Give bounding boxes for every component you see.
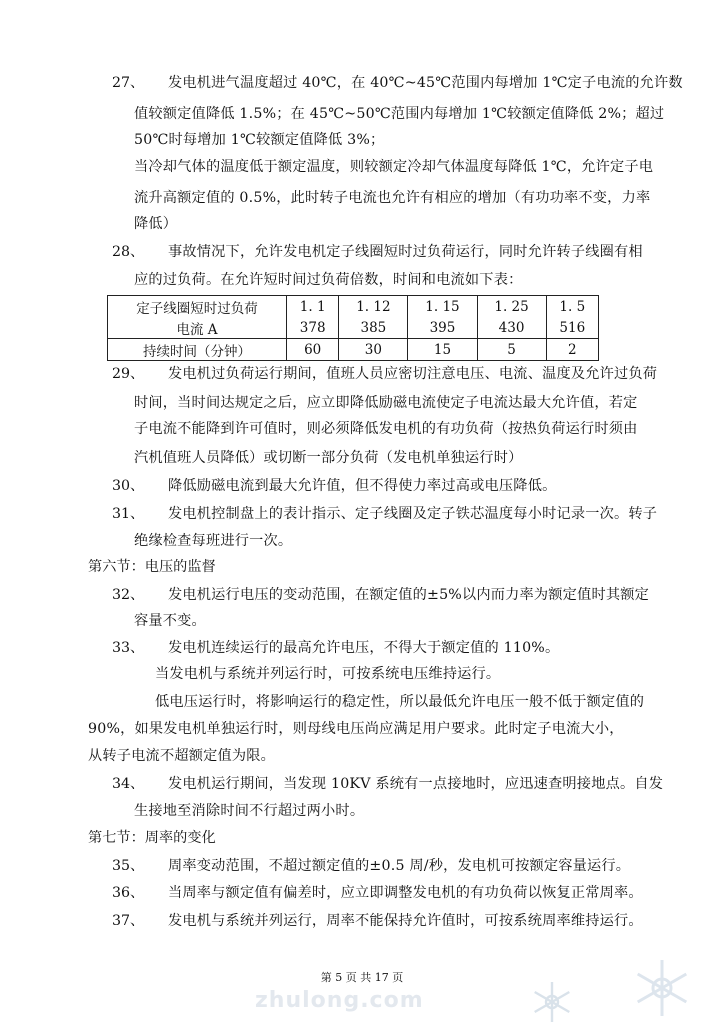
text-line: 发电机控制盘上的表计指示、定子线圈及定子铁芯温度每小时记录一次。转子	[168, 506, 658, 522]
table-cell: 1. 12	[339, 296, 408, 318]
text-line: 当发电机与系统并列运行时，可按系统电压维持运行。	[155, 666, 501, 682]
table-cell: 2	[546, 339, 598, 361]
text-line: 发电机连续运行的最高允许电压，不得大于额定值的 110%。	[168, 640, 560, 656]
text-line: 发电机过负荷运行期间，值班人员应密切注意电压、电流、温度及允许过负荷	[168, 366, 658, 382]
page-footer: 第 5 页 共 17 页	[320, 971, 404, 984]
table-row	[108, 317, 599, 339]
table-cell: 30	[339, 339, 408, 361]
text-line: 绝缘检查每班进行一次。	[134, 533, 293, 549]
text-line: 从转子电流不超额定值为限。	[88, 748, 276, 764]
item-number: 31、	[112, 506, 145, 522]
text-line: 发电机进气温度超过 40℃，在 40℃~45℃范围内每增加 1℃定子电流的允许数	[168, 75, 683, 91]
overload-table	[107, 295, 599, 361]
text-line: 发电机与系统并列运行，周率不能保持允许值时，可按系统周率维持运行。	[168, 913, 643, 929]
text-line: 时间，当时间达规定之后，应立即降低励磁电流使定子电流达最大允许值，若定	[134, 395, 638, 411]
table-cell: 430	[477, 317, 546, 339]
item-number: 35、	[112, 858, 145, 874]
snowflake-logo-icon	[530, 980, 574, 1024]
text-line: 低电压运行时，将影响运行的稳定性，所以最低允许电压一般不低于额定值的	[155, 694, 645, 710]
section-heading: 第七节：周率的变化	[88, 830, 216, 846]
item-number: 36、	[112, 885, 145, 901]
table-cell: 1. 25	[477, 296, 546, 318]
table-cell: 1. 15	[408, 296, 477, 318]
text-line: 容量不变。	[134, 613, 206, 629]
table-cell: 1. 1	[287, 296, 339, 318]
table-cell: 385	[339, 317, 408, 339]
text-line: 生接地至消除时间不行超过两小时。	[134, 803, 365, 819]
section-heading: 第六节：电压的监督	[88, 559, 216, 575]
text-line: 应的过负荷。在允许短时间过负荷倍数，时间和电流如下表：	[134, 272, 523, 288]
text-line: 降低励磁电流到最大允许值，但不得使力率过高或电压降低。	[168, 478, 557, 494]
table-cell: 395	[408, 317, 477, 339]
table-cell: 378	[287, 317, 339, 339]
item-number: 30、	[112, 478, 145, 494]
table-cell: 1. 5	[546, 296, 598, 318]
table-cell: 15	[408, 339, 477, 361]
item-number: 33、	[112, 640, 145, 656]
snowflake-logo-icon	[632, 958, 692, 1018]
text-line: 事故情况下，允许发电机定子线圈短时过负荷运行，同时允许转子线圈有相	[168, 244, 643, 260]
table-header-cell: 持续时间（分钟）	[108, 339, 287, 361]
text-line: 值较额定值降低 1.5%；在 45℃~50℃范围内每增加 1℃较额定值降低 2%；超过	[134, 106, 665, 122]
text-line: 当冷却气体的温度低于额定温度，则较额定冷却气体温度每降低 1℃，允许定子电	[134, 159, 654, 175]
text-line: 发电机运行期间，当发现 10KV 系统有一点接地时，应迅速查明接地点。自发	[168, 776, 664, 792]
item-number: 29、	[112, 366, 145, 382]
watermark-text: zhulong.com	[255, 988, 424, 1013]
item-number: 37、	[112, 913, 145, 929]
table-row	[108, 296, 599, 318]
text-line: 汽机值班人员降低）或切断一部分负荷（发电机单独运行时）	[134, 450, 523, 466]
table-cell: 60	[287, 339, 339, 361]
item-number: 32、	[112, 587, 145, 603]
text-line: 周率变动范围，不超过额定值的±0.5 周/秒，发电机可按额定容量运行。	[168, 858, 631, 874]
item-number: 34、	[112, 776, 145, 792]
text-line: 当周率与额定值有偏差时，应立即调整发电机的有功负荷以恢复正常周率。	[168, 885, 643, 901]
item-number: 27、	[112, 75, 145, 91]
text-line: 50℃时每增加 1℃较额定值降低 3%；	[134, 132, 385, 148]
text-line: 流升高额定值的 0.5%，此时转子电流也允许有相应的增加（有功功率不变，力率	[134, 190, 651, 206]
table-cell: 516	[546, 317, 598, 339]
text-line: 子电流不能降到许可值时，则必须降低发电机的有功负荷（按热负荷运行时须由	[134, 421, 638, 437]
text-line: 发电机运行电压的变动范围，在额定值的±5%以内而力率为额定值时其额定	[168, 587, 650, 603]
text-line: 降低）	[134, 216, 178, 232]
table-cell: 5	[477, 339, 546, 361]
text-line: 90%，如果发电机单独运行时，则母线电压尚应满足用户要求。此时定子电流大小，	[88, 721, 624, 737]
table-header-cell: 电流 A	[108, 317, 287, 339]
table-header-cell: 定子线圈短时过负荷	[108, 296, 287, 318]
item-number: 28、	[112, 244, 145, 260]
table-row	[108, 339, 599, 361]
